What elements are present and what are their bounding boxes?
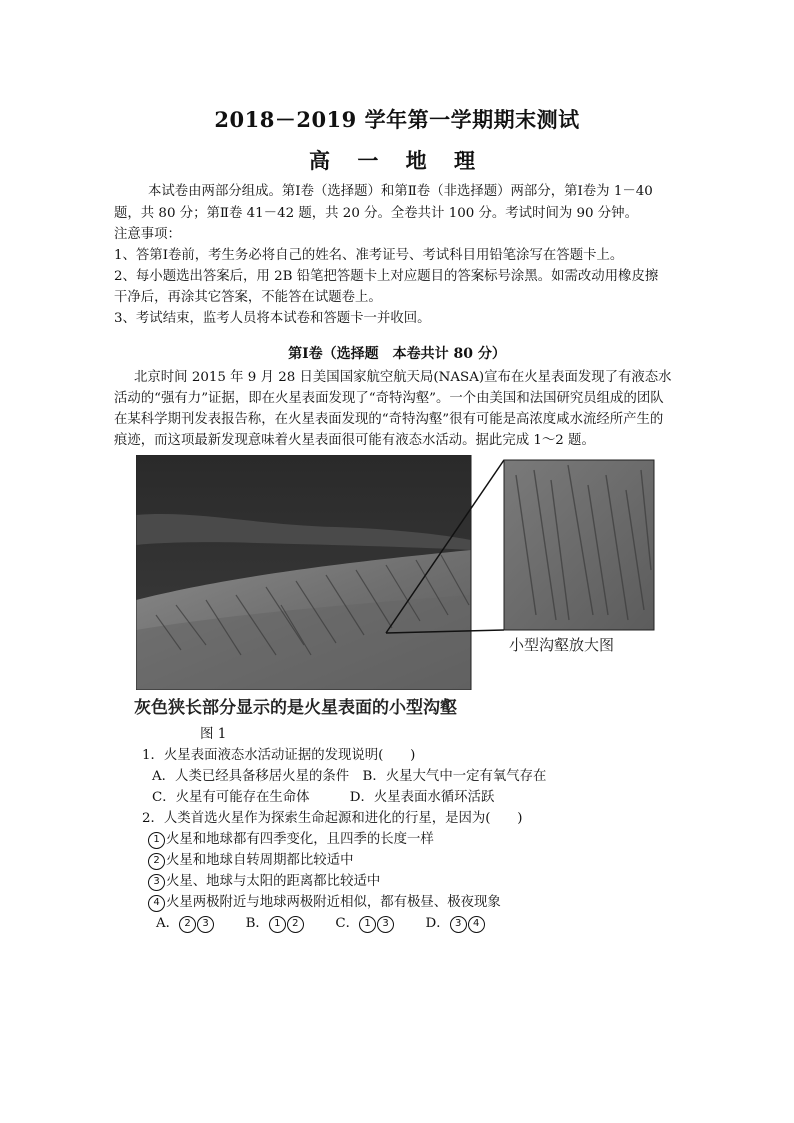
q2-item-4 [148, 893, 501, 912]
circled-number: 1 [148, 832, 165, 849]
circled-number: 4 [468, 916, 485, 933]
circled-number: 1 [269, 916, 286, 933]
exam-title: 2018－2019 学年第一学期期末测试 [214, 107, 580, 132]
circled-number: 4 [148, 895, 165, 912]
circled-number: 3 [377, 916, 394, 933]
question-2: 2．人类首选火星作为探索生命起源和进化的行星，是因为( ) [142, 811, 523, 826]
figure-caption: 灰色狭长部分显示的是火星表面的小型沟壑 [134, 698, 457, 718]
note-1: 1、答第Ⅰ卷前，考生务必将自己的姓名、准考证号、考试科目用铅笔涂写在答题卡上。 [114, 248, 624, 263]
q2-item-1 [148, 830, 434, 849]
figure-label: 图 1 [200, 726, 227, 742]
circled-number: 1 [359, 916, 376, 933]
circled-number: 2 [148, 853, 165, 870]
note-2a: 2、每小题选出答案后，用 2B 铅笔把答题卡上对应题目的答案标号涂黑。如需改动用橡皮擦 [114, 269, 659, 284]
q2-item-text: 火星、地球与太阳的距离都比较适中 [166, 874, 381, 889]
section-title: 第Ⅰ卷（选择题 本卷共计 80 分） [288, 346, 506, 362]
note-2b: 干净后，再涂其它答案，不能答在试题卷上。 [114, 290, 382, 305]
circled-number: 3 [197, 916, 214, 933]
q2-item-text: 火星和地球都有四季变化，且四季的长度一样 [166, 832, 434, 847]
circled-number: 3 [450, 916, 467, 933]
circled-number: 3 [148, 874, 165, 891]
notes-title: 注意事项： [114, 227, 181, 242]
q2-item-text: 火星两极附近与地球两极附近相似，都有极昼、极夜现象 [166, 895, 501, 910]
exam-subject: 高 一 地 理 [309, 148, 485, 173]
q2-item-2 [148, 851, 353, 870]
question-1: 1．火星表面液态水活动证据的发现说明( ) [142, 748, 416, 763]
q2-options [156, 914, 486, 933]
note-3: 3、考试结束，监考人员将本试卷和答题卡一并收回。 [114, 311, 431, 326]
question-1-options-cd: C．火星有可能存在生命体 D．火星表面水循环活跃 [152, 790, 495, 805]
circled-number: 2 [287, 916, 304, 933]
option-a-label: A． [156, 916, 180, 931]
passage-line-1: 北京时间 2015 年 9 月 28 日美国国家航空航天局(NASA)宣布在火星表面发现了有液态水 [134, 370, 672, 385]
intro-line-2: 题，共 80 分；第Ⅱ卷 41－42 题，共 20 分。全卷共计 100 分。考试时间为 90 分钟。 [114, 206, 638, 221]
q2-item-text: 火星和地球自转周期都比较适中 [166, 853, 354, 868]
passage-line-3: 在某科学期刊发表报告称，在火星表面发现的“奇特沟壑”很有可能是高浓度咸水流经所产生的 [114, 412, 664, 427]
intro-line-1: 本试卷由两部分组成。第Ⅰ卷（选择题）和第Ⅱ卷（非选择题）两部分，第Ⅰ卷为 1－40 [148, 184, 653, 199]
passage-line-2: 活动的“强有力”证据，即在火星表面发现了“奇特沟壑”。一个由美国和法国研究员组成的团队 [114, 391, 664, 406]
option-b-label: B． [245, 916, 269, 931]
q2-item-3 [148, 872, 380, 891]
circled-number: 2 [179, 916, 196, 933]
option-c-label: C． [335, 916, 359, 931]
option-d-label: D． [425, 916, 450, 931]
passage-line-4: 痕迹，而这项最新发现意味着火星表面很可能有液态水活动。据此完成 1～2 题。 [114, 433, 595, 448]
zoom-caption: 小型沟壑放大图 [505, 634, 618, 655]
question-1-options-ab: A．人类已经具备移居火星的条件 B．火星大气中一定有氧气存在 [152, 769, 547, 784]
